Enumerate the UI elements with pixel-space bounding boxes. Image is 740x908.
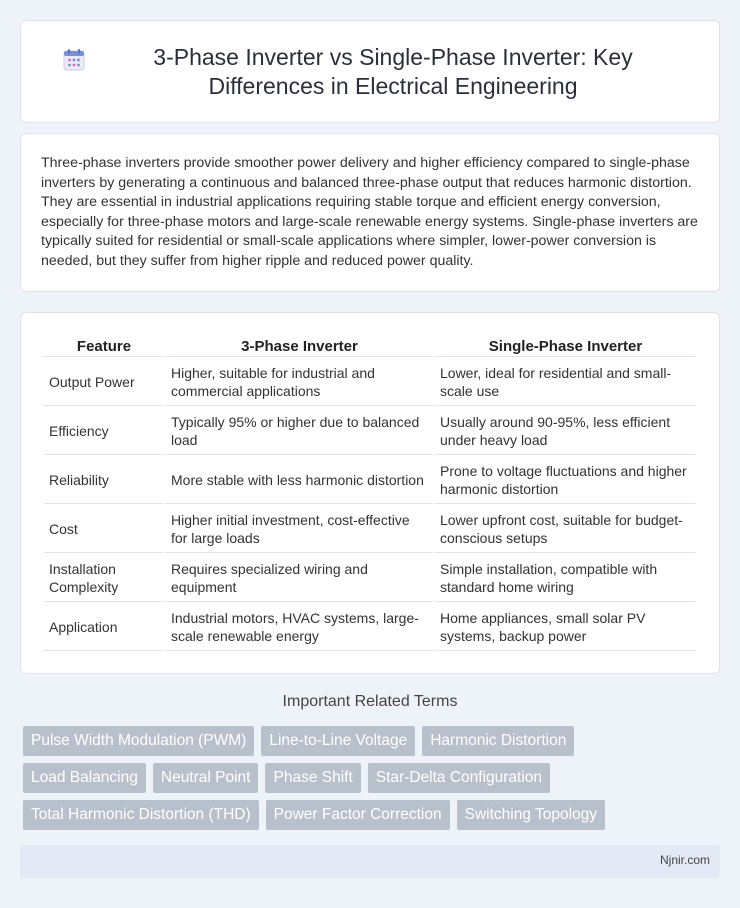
header-feature: Feature bbox=[44, 335, 164, 357]
single-phase-cell: Simple installation, compatible with standard home wiring bbox=[435, 555, 696, 602]
single-phase-cell: Lower upfront cost, suitable for budget-conscious setups bbox=[435, 506, 696, 553]
feature-cell: Reliability bbox=[44, 457, 164, 504]
tag-pwm[interactable]: Pulse Width Modulation (PWM) bbox=[23, 726, 254, 756]
tag-power-factor-correction[interactable]: Power Factor Correction bbox=[266, 800, 450, 830]
feature-cell: Installation Complexity bbox=[44, 555, 164, 602]
related-terms-tags bbox=[23, 726, 723, 837]
single-phase-cell: Usually around 90-95%, less efficient under heavy load bbox=[435, 408, 696, 455]
calendar-icon bbox=[61, 47, 87, 73]
summary-paragraph: Three-phase inverters provide smoother power delivery and higher efficiency compared to single-phase inverters by generating a continuous and balanced three-phase output that reduces harmonic distortion. They are essential in industrial applications requiring stable torque and efficient energy conversion, especially for three-phase motors and large-scale renewable energy systems. Single-phase inverters are typically suited for residential or small-scale applications where simpler, lower-power conversion is needed, but they suffer from higher ripple and reduced power quality. bbox=[41, 155, 698, 269]
title-card bbox=[20, 20, 720, 123]
three-phase-cell: Industrial motors, HVAC systems, large-scale renewable energy bbox=[166, 604, 433, 651]
tag-line-to-line-voltage[interactable]: Line-to-Line Voltage bbox=[261, 726, 415, 756]
tag-load-balancing[interactable]: Load Balancing bbox=[23, 763, 146, 793]
single-phase-cell: Prone to voltage fluctuations and higher harmonic distortion bbox=[435, 457, 696, 504]
table-row bbox=[44, 555, 696, 602]
tag-neutral-point[interactable]: Neutral Point bbox=[153, 763, 259, 793]
table-row bbox=[44, 457, 696, 504]
title-wrap bbox=[61, 43, 679, 101]
feature-cell: Efficiency bbox=[44, 408, 164, 455]
tag-harmonic-distortion[interactable]: Harmonic Distortion bbox=[422, 726, 574, 756]
single-phase-cell: Lower, ideal for residential and small-scale use bbox=[435, 359, 696, 406]
tag-row bbox=[23, 800, 723, 830]
tag-switching-topology[interactable]: Switching Topology bbox=[457, 800, 605, 830]
tag-phase-shift[interactable]: Phase Shift bbox=[265, 763, 360, 793]
footer-site-link[interactable]: Njnir.com bbox=[659, 853, 710, 867]
header-single-phase: Single-Phase Inverter bbox=[435, 335, 696, 357]
tag-thd[interactable]: Total Harmonic Distortion (THD) bbox=[23, 800, 259, 830]
table-row bbox=[44, 506, 696, 553]
comparison-table-card bbox=[20, 312, 720, 674]
page-title: 3-Phase Inverter vs Single-Phase Inverter: Key Differences in Electrical Engineering bbox=[153, 43, 633, 99]
table-row bbox=[44, 604, 696, 651]
tag-row bbox=[23, 763, 723, 793]
comparison-table bbox=[42, 333, 698, 653]
table-row bbox=[44, 408, 696, 455]
summary-card bbox=[20, 133, 720, 292]
header-three-phase: 3-Phase Inverter bbox=[166, 335, 433, 357]
feature-cell: Application bbox=[44, 604, 164, 651]
table-header-row bbox=[44, 335, 696, 357]
single-phase-cell: Home appliances, small solar PV systems, backup power bbox=[435, 604, 696, 651]
three-phase-cell: Requires specialized wiring and equipment bbox=[166, 555, 433, 602]
feature-cell: Output Power bbox=[44, 359, 164, 406]
three-phase-cell: Typically 95% or higher due to balanced load bbox=[166, 408, 433, 455]
related-terms-title: Important Related Terms bbox=[282, 693, 458, 710]
tag-star-delta-configuration[interactable]: Star-Delta Configuration bbox=[368, 763, 550, 793]
table-row bbox=[44, 359, 696, 406]
tag-row bbox=[23, 726, 723, 756]
feature-cell: Cost bbox=[44, 506, 164, 553]
three-phase-cell: Higher initial investment, cost-effective for large loads bbox=[166, 506, 433, 553]
footer bbox=[20, 845, 720, 878]
three-phase-cell: Higher, suitable for industrial and commercial applications bbox=[166, 359, 433, 406]
three-phase-cell: More stable with less harmonic distortion bbox=[166, 457, 433, 504]
